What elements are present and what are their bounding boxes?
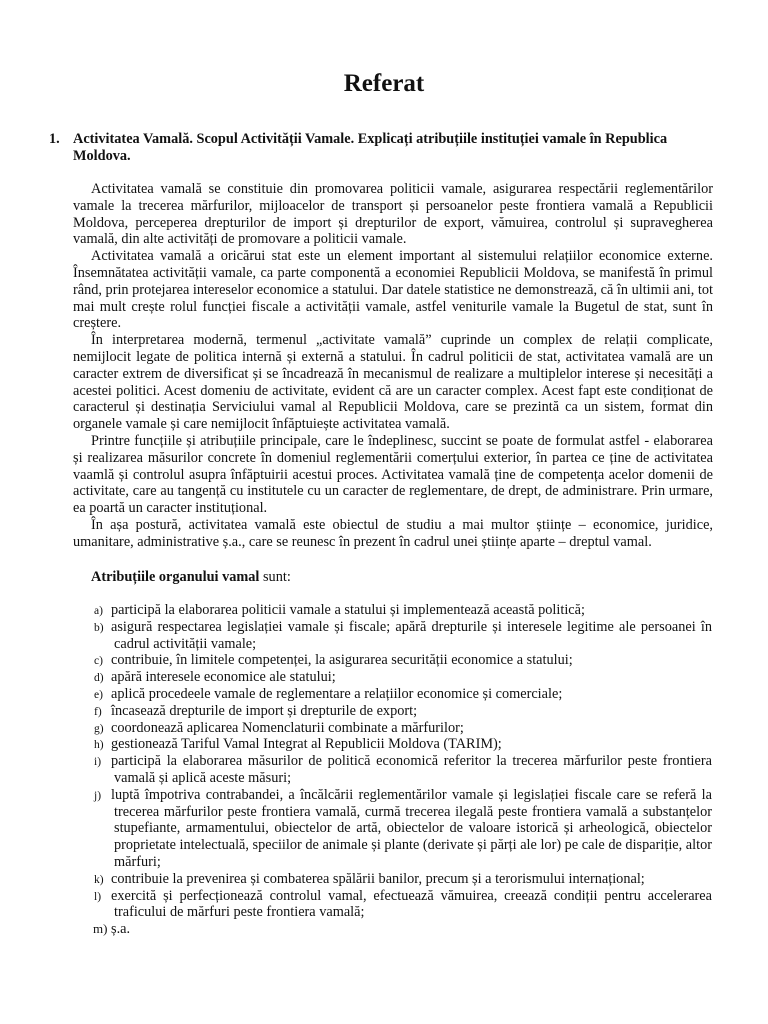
paragraph: Activitatea vamală se constituie din promovarea politicii vamale, asigurarea respectării reglementărilor vamale la trecerea mărfurilor, mijloacelor de transport și persoanelor peste frontiera vamală a Republicii Moldova, perceperea drepturilor de import și drepturilor de export, vămuirea, controlul și supravegherea vamală, din alte activități de promovare a politicii vamale.	[73, 181, 713, 248]
paragraph: În interpretarea modernă, termenul „activitate vamală” cuprinde un complex de relații complicate, nemijlocit legate de politica internă și externă a statului. În cadrul politicii de stat, activitatea vamală are un caracter extrem de diversificat și se încadrează în mecanismul de realizare a multiplelor interese și necesități a acestei politici. Acest domeniu de activitate, evident că are un caracter complex. Acest fapt este condiționat de caracterul și destinația Serviciului vamal al Republicii Moldova, care se prezintă ca un sistem, format din organele vamale și care nemijlocit înfăptuiește activitatea vamală.	[73, 332, 713, 433]
list-item-text: încasează drepturile de import și drepturile de export;	[111, 702, 418, 719]
attributions-heading-rest: sunt:	[259, 569, 291, 585]
list-marker: g)	[94, 722, 104, 735]
list-item	[95, 652, 712, 669]
list-item	[95, 921, 712, 938]
list-item	[95, 669, 712, 686]
list-item	[95, 787, 712, 871]
list-item	[95, 736, 712, 753]
list-marker: d)	[94, 672, 104, 685]
list-item	[95, 720, 712, 737]
list-item	[95, 888, 712, 922]
list-marker: b)	[94, 621, 104, 634]
list-item-text: contribuie la prevenirea și combaterea spălării banilor, precum și a terorismului internațional;	[111, 870, 645, 887]
list-item-text: luptă împotriva contrabandei, a încălcării reglementărilor vamale și legislației fiscale care se referă la trecerea mărfurilor peste frontiera vamală, curmă trecerea ilegală peste frontiera vamală a substanțelor stupefiante, armamentului, obiectelor de artă, obiectelor de valoare istorică și arheologică, obiectelor proprietate intelectuală, speciilor de animale și plante (derivate și părți ale lor) pe cale de dispariție, altor mărfuri;	[111, 786, 712, 870]
list-item-text: gestionează Tariful Vamal Integrat al Republicii Moldova (TARIM);	[111, 736, 502, 753]
list-item-text: aplică procedeele vamale de reglementare a relațiilor economice și comerciale;	[111, 685, 563, 702]
list-item-text: participă la elaborarea măsurilor de politică economică referitor la trecerea mărfurilor peste frontiera vamală și aplică aceste măsuri;	[111, 753, 712, 786]
paragraph: Printre funcțiile și atribuțiile principale, care le îndeplinesc, succint se poate de formulat astfel - elaborarea și realizarea măsurilor concrete în domeniul reglementării comerțului exterior, în partea ce ține de activitatea vaamlă și controlul asupra înfăptuirii acestui proces. Activitatea vamală ține de competența acelor domenii de activitate, care au tangență cu institutele cu un caracter de reglementare, de drept, de administrare. Prin urmare, ea poartă un caracter instituțional.	[73, 432, 713, 517]
list-item-text: participă la elaborarea politicii vamale a statului și implementează această politică;	[111, 602, 585, 618]
list-marker: f)	[94, 705, 102, 718]
attributions-heading-bold: Atribuțiile organului vamal	[91, 569, 260, 585]
list-item-text: contribuie, în limitele competenței, la asigurarea securității economice a statului;	[111, 652, 573, 669]
paragraph: Activitatea vamală a oricărui stat este un element important al sistemului relațiilor economice externe. Însemnătatea activității vamale, ca parte componentă a economiei Republicii Moldova, se manifestă în primul rând, prin protejarea intereselor economice a statului. Dar datele statistice ne demonstrează, că în ultimii ani, tot mai mult crește rolul funcției fiscale a activității vamale, astfel veniturile vamale la Bugetul de stat, sunt în creștere.	[73, 248, 713, 332]
list-item-text: ș.a.	[111, 921, 131, 938]
list-marker: a)	[94, 605, 103, 617]
list-marker: m)	[93, 921, 108, 937]
list-item	[95, 753, 712, 787]
list-item-text: asigură respectarea legislației vamale și fiscale; apără drepturile și interesele legitime ale persoanei în cadrul activității vamale;	[111, 618, 712, 652]
list-marker: l)	[94, 890, 102, 903]
list-item	[95, 686, 712, 703]
list-marker: h)	[94, 739, 104, 752]
list-marker: k)	[94, 873, 104, 886]
body-text	[73, 181, 713, 551]
list-marker: i)	[94, 756, 102, 769]
list-item-text: coordonează aplicarea Nomenclaturii combinate a mărfurilor;	[111, 719, 464, 736]
list-item	[95, 602, 712, 619]
list-marker: c)	[94, 655, 103, 668]
list-marker: j)	[94, 789, 102, 802]
list-item	[95, 871, 712, 888]
document-title: Referat	[343, 70, 425, 97]
attributions-list	[95, 602, 712, 938]
attributions-heading	[91, 569, 711, 586]
list-marker: e)	[94, 688, 103, 701]
list-item-text: apără interesele economice ale statului;	[111, 669, 336, 686]
question-number: 1.	[49, 131, 60, 147]
list-item-text: exercită și perfecționează controlul vamal, efectuează vămuirea, creează condiții pentru accelerarea traficului de mărfuri peste frontiera vamală;	[111, 887, 712, 921]
paragraph: În așa postură, activitatea vamală este obiectul de studiu a mai multor științe – economice, juridice, umanitare, administrative ș.a., care se reunesc în prezent în cadrul unei științe aparte – dreptul vamal.	[73, 516, 713, 550]
question-heading: Activitatea Vamală. Scopul Activității Vamale. Explicați atribuțiile instituției vamale în Republica Moldova.	[73, 131, 668, 164]
list-item	[95, 619, 712, 653]
list-item	[95, 703, 712, 720]
